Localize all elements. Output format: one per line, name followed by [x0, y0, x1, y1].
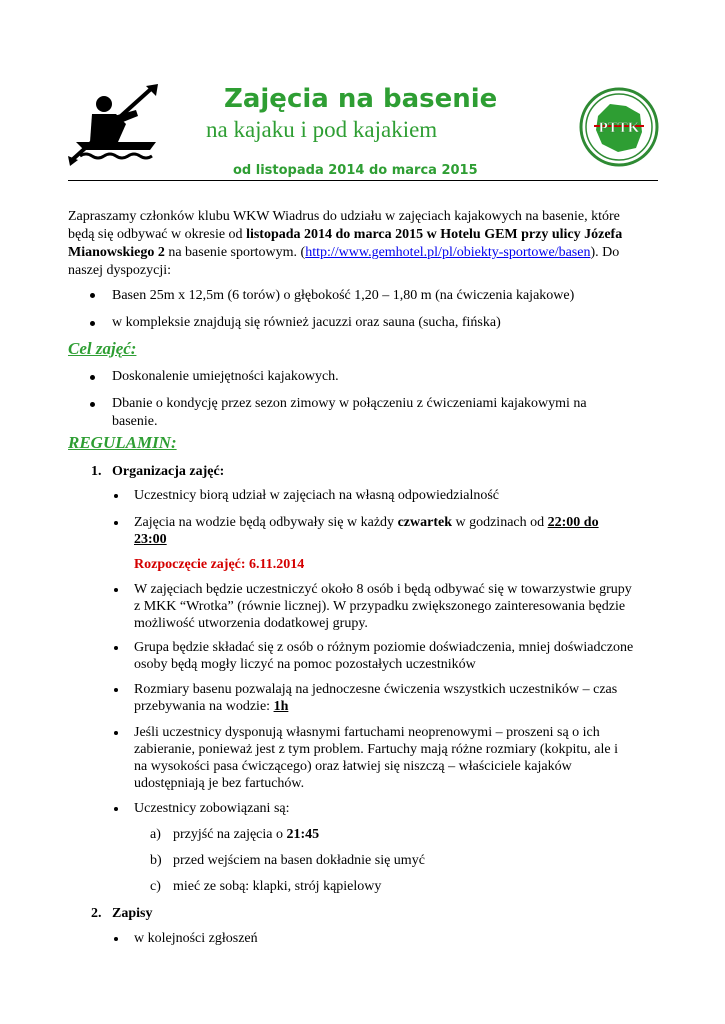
bullet-icon: [90, 293, 95, 298]
sub-c: mieć ze sobą: klapki, strój kąpielowy: [173, 879, 382, 894]
rule-6-line-3: na wysokości pasa ćwiczącego) oraz łatwiej się niszczą – właściciele kajaków: [134, 759, 572, 774]
sub-b: przed wejściem na basen dokładnie się umyć: [173, 853, 425, 868]
kayaker-logo: [66, 84, 162, 166]
sub-a: [173, 826, 319, 843]
facility-item-1: Basen 25m x 12,5m (6 torów) o głębokość 1,20 – 1,80 m (na ćwiczenia kajakowe): [112, 288, 575, 303]
intro-line-2-text: będą się odbywać w okresie od: [68, 227, 247, 242]
sub-a-text: przyjść na zajęcia o: [173, 827, 287, 842]
bullet-icon: [114, 688, 118, 692]
intro-line-1: Zapraszamy członków klubu WKW Wiadrus do udziału w zajęciach kajakowych na basenie, które: [68, 209, 620, 224]
rule-3-line-3: możliwość utworzenia dodatkowej grupy.: [134, 616, 368, 631]
rule-6-line-1: Jeśli uczestnicy dysponują własnymi fartuchami neoprenowymi – proszeni są o ich: [134, 725, 600, 740]
bullet-icon: [114, 588, 118, 592]
rule-4-line-2: osoby będą mogły liczyć na pomoc pozostałych uczestników: [134, 657, 476, 672]
section-2-title: Zapisy: [112, 906, 153, 921]
bullet-icon: [114, 494, 118, 498]
rule-2-mid: w godzinach od: [451, 515, 548, 530]
sub-c-label: c): [150, 879, 161, 894]
intro-line-3-text: na basenie sportowym. (: [164, 245, 306, 260]
goal-item-2-cont: basenie.: [112, 414, 158, 429]
rule-2: [134, 514, 599, 531]
facility-item-2: w kompleksie znajdują się również jacuzzi oraz sauna (sucha, fińska): [112, 315, 501, 330]
section-2-number: 2.: [91, 906, 102, 921]
hotel-link[interactable]: http://www.gemhotel.pl/pl/obiekty-sportowe/basen: [305, 245, 591, 260]
rule-7: Uczestnicy zobowiązani są:: [134, 801, 290, 816]
sub-b-label: b): [150, 853, 162, 868]
rule-2-day: czwartek: [397, 515, 452, 530]
rule-6-line-4: udostępniają je bez fartuchów.: [134, 776, 305, 791]
bullet-icon: [90, 402, 95, 407]
rule-4-line-1: Grupa będzie składać się z osób o różnym poziomie doświadczenia, mniej doświadczone: [134, 640, 634, 655]
rule-3-line-1: W zajęciach będzie uczestniczyć około 8 osób i będą odbywać się w towarzystwie grupy: [134, 582, 632, 597]
intro-line-2: [68, 226, 622, 243]
pttk-badge-logo: [578, 86, 660, 168]
rule-2-time-end-text: 23:00: [134, 532, 167, 547]
section-1-title: Organizacja zajęć:: [112, 464, 225, 479]
sub-a-time: 21:45: [286, 827, 320, 842]
date-range: od listopada 2014 do marca 2015: [233, 163, 478, 178]
rule-5-line-2-text: przebywania na wodzie:: [134, 699, 274, 714]
bullet-icon: [90, 375, 95, 380]
rule-6-line-2: zabieranie, ponieważ jest z tym problem. Fartuchy mają różne rozmiary (kokpitu, ale i: [134, 742, 618, 757]
goal-item-2: Dbanie o kondycję przez sezon zimowy w połączeniu z ćwiczeniami kajakowymi na: [112, 396, 587, 411]
section-1-number: 1.: [91, 464, 102, 479]
rule-5-line-1: Rozmiary basenu pozwalają na jednoczesne ćwiczenia wszystkich uczestników – czas: [134, 682, 618, 697]
rule-2-text: Zajęcia na wodzie będą odbywały się w każdy: [134, 515, 398, 530]
rules-heading: REGULAMIN:: [68, 433, 177, 452]
bullet-icon: [114, 521, 118, 525]
rule-5-line-2: [134, 698, 288, 715]
bullet-icon: [114, 937, 118, 941]
intro-line-2-bold: listopada 2014 do marca 2015 w Hotelu GEM przy ulicy Józefa: [246, 227, 623, 242]
header-divider: [68, 180, 658, 181]
rule-8: w kolejności zgłoszeń: [134, 931, 258, 946]
start-date: Rozpoczęcie zajęć: 6.11.2014: [134, 557, 305, 572]
bullet-icon: [90, 321, 95, 326]
rule-2-time-end: [134, 531, 167, 548]
bullet-icon: [114, 646, 118, 650]
page-subtitle: na kajaku i pod kajakiem: [206, 117, 438, 142]
intro-line-3-tail: ). Do: [590, 245, 620, 260]
goal-item-1: Doskonalenie umiejętności kajakowych.: [112, 369, 339, 384]
intro-address: Mianowskiego 2: [68, 245, 165, 260]
goal-heading: Cel zajęć:: [68, 339, 137, 358]
rule-5-duration: 1h: [273, 699, 289, 714]
rule-1: Uczestnicy biorą udział w zajęciach na własną odpowiedzialność: [134, 488, 500, 503]
sub-a-label: a): [150, 827, 161, 842]
pttk-badge-text: PTTK: [598, 120, 640, 136]
intro-line-3: [68, 244, 619, 261]
page-title: Zajęcia na basenie: [224, 84, 498, 114]
rule-3-line-2: z MKK “Wrotka” (równie licznej). W przypadku zwiększonego zainteresowania będzie: [134, 599, 626, 614]
rule-2-time: 22:00 do: [547, 515, 599, 530]
intro-line-4: naszej dyspozycji:: [68, 263, 172, 278]
bullet-icon: [114, 731, 118, 735]
bullet-icon: [114, 807, 118, 811]
